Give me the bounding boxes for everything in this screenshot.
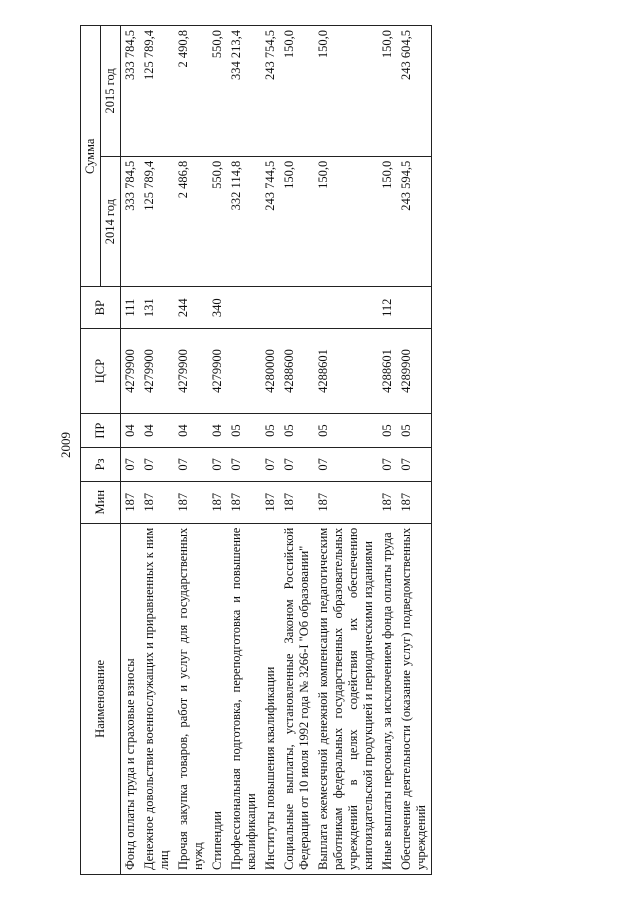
table-row	[280, 26, 314, 875]
table-row	[397, 26, 432, 875]
row-csr: 4279900	[140, 328, 174, 413]
row-vr	[261, 287, 280, 328]
row-rz: 07	[397, 448, 432, 482]
row-name: Денежное довольствие военнослужащих и приравненных к ним лиц	[140, 523, 174, 874]
row-csr: 4288600	[280, 328, 314, 413]
header-vr: ВР	[81, 287, 121, 328]
row-name: Обеспечение деятельности (оказание услуг) подведомственных учреждений	[397, 523, 432, 874]
row-name: Иные выплаты персоналу, за исключением фонда оплаты труда	[378, 523, 397, 874]
row-pr: 04	[121, 414, 141, 448]
rotated-page	[58, 25, 600, 875]
row-rz: 07	[121, 448, 141, 482]
row-min: 187	[208, 481, 227, 523]
row-name: Стипендии	[208, 523, 227, 874]
row-min: 187	[397, 481, 432, 523]
row-2015: 550,0	[208, 26, 227, 157]
header-min: Мин	[81, 481, 121, 523]
row-vr	[397, 287, 432, 328]
table-row	[174, 26, 208, 875]
row-pr: 05	[397, 414, 432, 448]
row-csr: 4279900	[174, 328, 208, 413]
row-name: Прочая закупка товаров, работ и услуг для государственных нужд	[174, 523, 208, 874]
table-row	[121, 26, 141, 875]
table-row	[140, 26, 174, 875]
row-2014: 2 486,8	[174, 156, 208, 287]
row-pr: 05	[261, 414, 280, 448]
header-row	[81, 26, 101, 875]
row-name: Профессиональная подготовка, переподготовка и повышение квалификации	[227, 523, 261, 874]
row-vr	[280, 287, 314, 328]
row-pr: 05	[378, 414, 397, 448]
row-2015: 150,0	[378, 26, 397, 157]
row-name: Институты повышения квалификации	[261, 523, 280, 874]
row-min: 187	[261, 481, 280, 523]
row-min: 187	[378, 481, 397, 523]
header-csr: ЦСР	[81, 328, 121, 413]
row-vr	[227, 287, 261, 328]
row-csr: 4288601	[378, 328, 397, 413]
row-2014: 150,0	[378, 156, 397, 287]
row-2015: 150,0	[280, 26, 314, 157]
row-rz: 07	[280, 448, 314, 482]
row-vr: 244	[174, 287, 208, 328]
row-2015: 334 213,4	[227, 26, 261, 157]
row-csr: 4280000	[261, 328, 280, 413]
row-2014: 150,0	[280, 156, 314, 287]
row-csr: 4289900	[397, 328, 432, 413]
header-rz: Рз	[81, 448, 121, 482]
row-2014: 150,0	[314, 156, 378, 287]
row-min: 187	[140, 481, 174, 523]
row-2014: 333 784,5	[121, 156, 141, 287]
row-pr: 05	[227, 414, 261, 448]
row-2015: 333 784,5	[121, 26, 141, 157]
row-pr: 05	[314, 414, 378, 448]
row-2015: 2 490,8	[174, 26, 208, 157]
table-row	[227, 26, 261, 875]
header-pr: ПР	[81, 414, 121, 448]
row-2014: 332 114,8	[227, 156, 261, 287]
row-name: Фонд оплаты труда и страховые взносы	[121, 523, 141, 874]
row-min: 187	[174, 481, 208, 523]
row-min: 187	[314, 481, 378, 523]
row-2015: 243 754,5	[261, 26, 280, 157]
row-name: Социальные выплаты, установленные Законом Российской Федерации от 10 июля 1992 года № 3266-I "Об образовании"	[280, 523, 314, 874]
header-name: Наименование	[81, 523, 121, 874]
row-min: 187	[280, 481, 314, 523]
row-2015: 243 604,5	[397, 26, 432, 157]
row-vr: 111	[121, 287, 141, 328]
header-sum: Сумма	[81, 26, 101, 288]
row-2015: 125 789,4	[140, 26, 174, 157]
row-rz: 07	[208, 448, 227, 482]
row-rz: 07	[314, 448, 378, 482]
row-min: 187	[121, 481, 141, 523]
row-rz: 07	[227, 448, 261, 482]
row-csr: 4288601	[314, 328, 378, 413]
row-2014: 550,0	[208, 156, 227, 287]
table-row	[208, 26, 227, 875]
row-2015: 150,0	[314, 26, 378, 157]
row-rz: 07	[378, 448, 397, 482]
budget-table	[80, 25, 432, 875]
page-number: 2009	[58, 432, 73, 458]
row-vr: 131	[140, 287, 174, 328]
row-pr: 04	[174, 414, 208, 448]
header-2014: 2014 год	[101, 156, 121, 287]
row-vr: 340	[208, 287, 227, 328]
row-vr: 112	[378, 287, 397, 328]
row-vr	[314, 287, 378, 328]
row-rz: 07	[261, 448, 280, 482]
row-pr: 04	[208, 414, 227, 448]
row-min: 187	[227, 481, 261, 523]
table-row	[378, 26, 397, 875]
row-2014: 125 789,4	[140, 156, 174, 287]
row-csr: 4279900	[121, 328, 141, 413]
row-csr	[227, 328, 261, 413]
row-csr: 4279900	[208, 328, 227, 413]
table-body	[121, 26, 432, 875]
row-2014: 243 744,5	[261, 156, 280, 287]
row-rz: 07	[140, 448, 174, 482]
row-pr: 04	[140, 414, 174, 448]
table-row	[261, 26, 280, 875]
table-row	[314, 26, 378, 875]
header-2015: 2015 год	[101, 26, 121, 157]
row-name: Выплата ежемесячной денежной компенсации педагогическим работникам федеральных государственных образовательных учреждений в целях содействия их обеспечению книгоиздательской продукцией и периодическими изданиями	[314, 523, 378, 874]
row-2014: 243 594,5	[397, 156, 432, 287]
row-rz: 07	[174, 448, 208, 482]
row-pr: 05	[280, 414, 314, 448]
